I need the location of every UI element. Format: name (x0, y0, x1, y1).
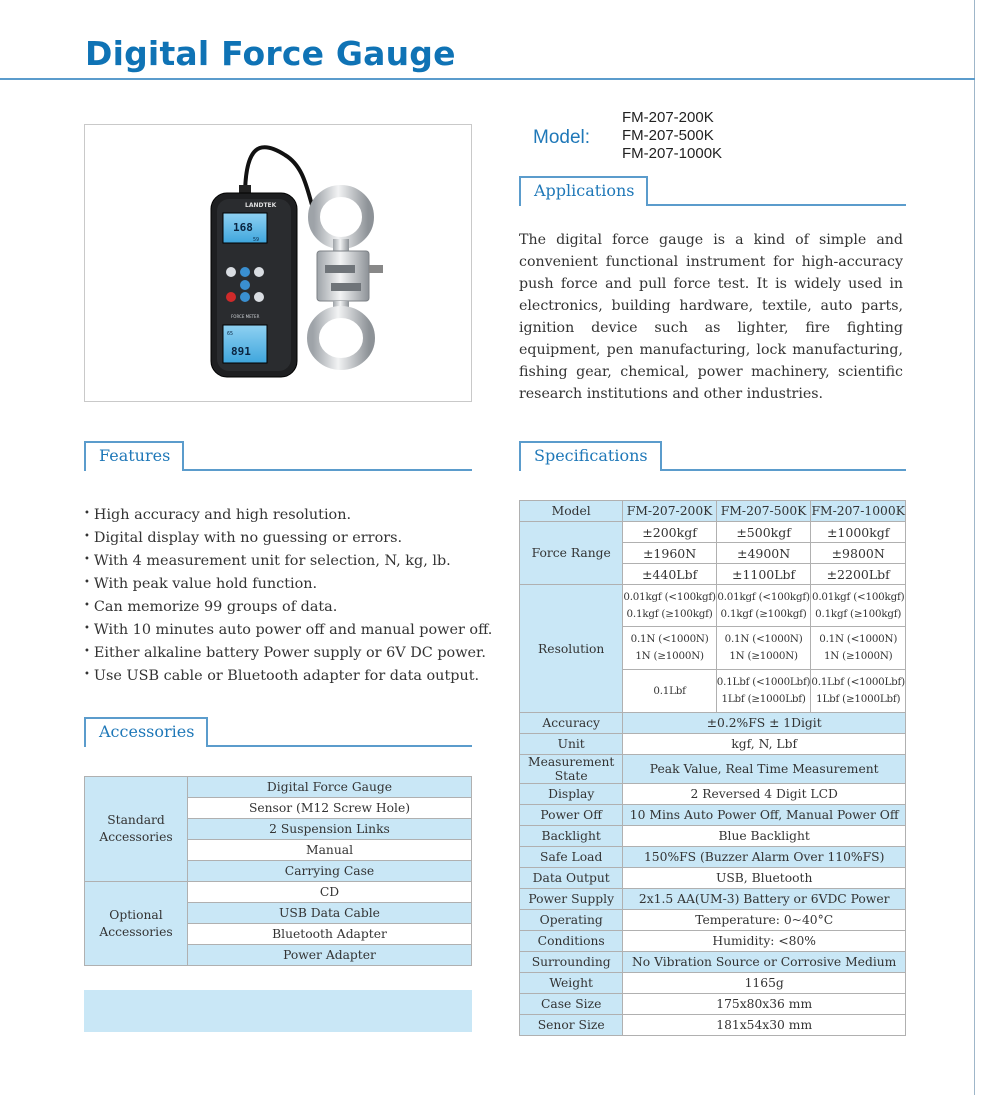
table-cell: 0.1N (<1000N) 1N (≥1000N) (811, 627, 906, 670)
table-row (520, 868, 906, 889)
table-row (520, 973, 906, 994)
product-photo (84, 124, 472, 402)
table-row (520, 522, 906, 543)
table-cell: 0.01kgf (<100kgf) 0.1kgf (≥100kgf) (623, 585, 716, 627)
applications-text: The digital force gauge is a kind of simple and convenient functional instrument for high-accuracy push force and pull force test. It is widely used in electronics, building hardware, textile, auto parts, ignition device such as lighter, fire fighting equipment, pen manufacturing, lock manufacturing, fishing gear, chemical, power machinery, scientific research institutions and other industries. (519, 232, 903, 402)
spec-label: Display (520, 784, 623, 805)
model-item: FM-207-500K (622, 127, 714, 144)
spec-value: 2x1.5 AA(UM-3) Battery or 6VDC Power (623, 889, 906, 910)
spec-value: 2 Reversed 4 Digit LCD (623, 784, 906, 805)
s-type-sensor (317, 251, 369, 301)
table-cell: Manual (188, 840, 472, 861)
spec-value: 10 Mins Auto Power Off, Manual Power Off (623, 805, 906, 826)
table-cell: Digital Force Gauge (188, 777, 472, 798)
table-row (520, 1015, 906, 1036)
table-cell: ±500kgf (716, 522, 811, 543)
accessories-table (84, 776, 472, 966)
table-row (520, 910, 906, 931)
table-cell: 2 Suspension Links (188, 819, 472, 840)
list-item: • With 10 minutes auto power off and manual power off. (84, 622, 493, 638)
svg-text:168: 168 (233, 221, 253, 234)
force-gauge-illustration (85, 125, 471, 401)
model-label: Model: (533, 127, 591, 148)
table-cell: USB Data Cable (188, 903, 472, 924)
table-row (520, 847, 906, 868)
table-row (520, 784, 906, 805)
spec-value: 1165g (623, 973, 906, 994)
spec-label: Senor Size (520, 1015, 623, 1036)
table-cell: ±2200Lbf (811, 564, 906, 585)
spec-label: Backlight (520, 826, 623, 847)
table-cell: ±440Lbf (623, 564, 716, 585)
table-cell: 0.1Lbf (<1000Lbf) 1Lbf (≥1000Lbf) (716, 670, 811, 713)
svg-text:65: 65 (227, 331, 234, 337)
spec-label: Weight (520, 973, 623, 994)
button-7 (254, 292, 264, 302)
table-cell: 0.1Lbf (623, 670, 716, 713)
spec-label: Case Size (520, 994, 623, 1015)
table-cell: CD (188, 882, 472, 903)
table-row (520, 585, 906, 627)
specifications-heading-label: Specifications (519, 441, 662, 471)
list-item: • Digital display with no guessing or errors. (84, 530, 403, 546)
specifications-table (519, 500, 906, 1036)
table-header-cell: FM-207-500K (716, 501, 811, 522)
button-3 (254, 267, 264, 277)
button-1 (226, 267, 236, 277)
specifications-heading (519, 441, 906, 471)
spec-value: 175x80x36 mm (623, 994, 906, 1015)
table-cell: ±1000kgf (811, 522, 906, 543)
spec-value: No Vibration Source or Corrosive Medium (623, 952, 906, 973)
table-row (520, 931, 906, 952)
table-row (520, 713, 906, 734)
table-cell: ±9800N (811, 543, 906, 564)
table-row (85, 777, 472, 798)
spec-value: ±0.2%FS ± 1Digit (623, 713, 906, 734)
spec-label: Unit (520, 734, 623, 755)
table-cell: ±1960N (623, 543, 716, 564)
list-item: • Can memorize 99 groups of data. (84, 599, 338, 615)
power-button (226, 292, 236, 302)
spec-value: kgf, N, Lbf (623, 734, 906, 755)
spec-label: Operating (520, 910, 623, 931)
table-header-cell: FM-207-1000K (811, 501, 906, 522)
page-title: Digital Force Gauge (85, 34, 456, 73)
table-header-cell: Model (520, 501, 623, 522)
panel-label: FORCE METER (231, 314, 260, 319)
spec-label: Measurement State (520, 755, 623, 784)
accessories-heading-label: Accessories (84, 717, 208, 747)
button-4 (240, 280, 250, 290)
table-cell: 0.1N (<1000N) 1N (≥1000N) (623, 627, 716, 670)
table-row (520, 734, 906, 755)
button-6 (240, 292, 250, 302)
bottom-suspension-link (313, 312, 369, 364)
model-list (622, 109, 722, 163)
resolution-label: Resolution (520, 585, 623, 713)
table-cell: 0.01kgf (<100kgf) 0.1kgf (≥100kgf) (716, 585, 811, 627)
table-cell: 0.01kgf (<100kgf) 0.1kgf (≥100kgf) (811, 585, 906, 627)
table-header-row (520, 501, 906, 522)
accessories-heading (84, 717, 472, 747)
table-cell: Carrying Case (188, 861, 472, 882)
spec-label: Power Supply (520, 889, 623, 910)
optional-accessories-label: Optional Accessories (85, 882, 188, 966)
table-cell: ±4900N (716, 543, 811, 564)
spec-value: USB, Bluetooth (623, 868, 906, 889)
list-item: • With peak value hold function. (84, 576, 318, 592)
table-cell: 0.1N (<1000N) 1N (≥1000N) (716, 627, 811, 670)
spec-label: Data Output (520, 868, 623, 889)
table-cell: ±200kgf (623, 522, 716, 543)
brand-label: LANDTEK (245, 202, 277, 209)
table-row (520, 826, 906, 847)
features-heading-label: Features (84, 441, 184, 471)
features-list (84, 503, 493, 687)
list-item: • Either alkaline battery Power supply or 6V DC power. (84, 645, 486, 661)
list-item: • High accuracy and high resolution. (84, 507, 352, 523)
svg-text:891: 891 (231, 345, 251, 358)
standard-accessories-label: Standard Accessories (85, 777, 188, 882)
accessories-blank-panel (84, 990, 472, 1032)
spec-value: Humidity: <80% (623, 931, 906, 952)
table-cell: Sensor (M12 Screw Hole) (188, 798, 472, 819)
features-heading (84, 441, 472, 471)
button-2 (240, 267, 250, 277)
list-item: • With 4 measurement unit for selection, N, kg, lb. (84, 553, 451, 569)
spec-value: 181x54x30 mm (623, 1015, 906, 1036)
force-range-label: Force Range (520, 522, 623, 585)
model-item: FM-207-1000K (622, 145, 723, 162)
table-row (520, 805, 906, 826)
model-item: FM-207-200K (622, 109, 714, 126)
table-row (520, 952, 906, 973)
table-header-cell: FM-207-200K (623, 501, 716, 522)
list-item: • Use USB cable or Bluetooth adapter for data output. (84, 668, 480, 684)
table-row (85, 882, 472, 903)
spec-value: Peak Value, Real Time Measurement (623, 755, 906, 784)
applications-heading (519, 176, 906, 206)
top-suspension-link (314, 191, 368, 243)
spec-label: Power Off (520, 805, 623, 826)
spec-label: Surrounding (520, 952, 623, 973)
table-cell: ±1100Lbf (716, 564, 811, 585)
spec-value: 150%FS (Buzzer Alarm Over 110%FS) (623, 847, 906, 868)
table-cell: 0.1Lbf (<1000Lbf) 1Lbf (≥1000Lbf) (811, 670, 906, 713)
table-cell: Power Adapter (188, 945, 472, 966)
spec-label: Conditions (520, 931, 623, 952)
spec-label: Safe Load (520, 847, 623, 868)
table-row (520, 755, 906, 784)
title-divider (0, 78, 975, 80)
table-row (520, 994, 906, 1015)
table-row (520, 889, 906, 910)
svg-text:59: 59 (253, 237, 260, 243)
spec-value: Temperature: 0~40°C (623, 910, 906, 931)
spec-value: Blue Backlight (623, 826, 906, 847)
table-cell: Bluetooth Adapter (188, 924, 472, 945)
applications-heading-label: Applications (519, 176, 648, 206)
spec-label: Accuracy (520, 713, 623, 734)
